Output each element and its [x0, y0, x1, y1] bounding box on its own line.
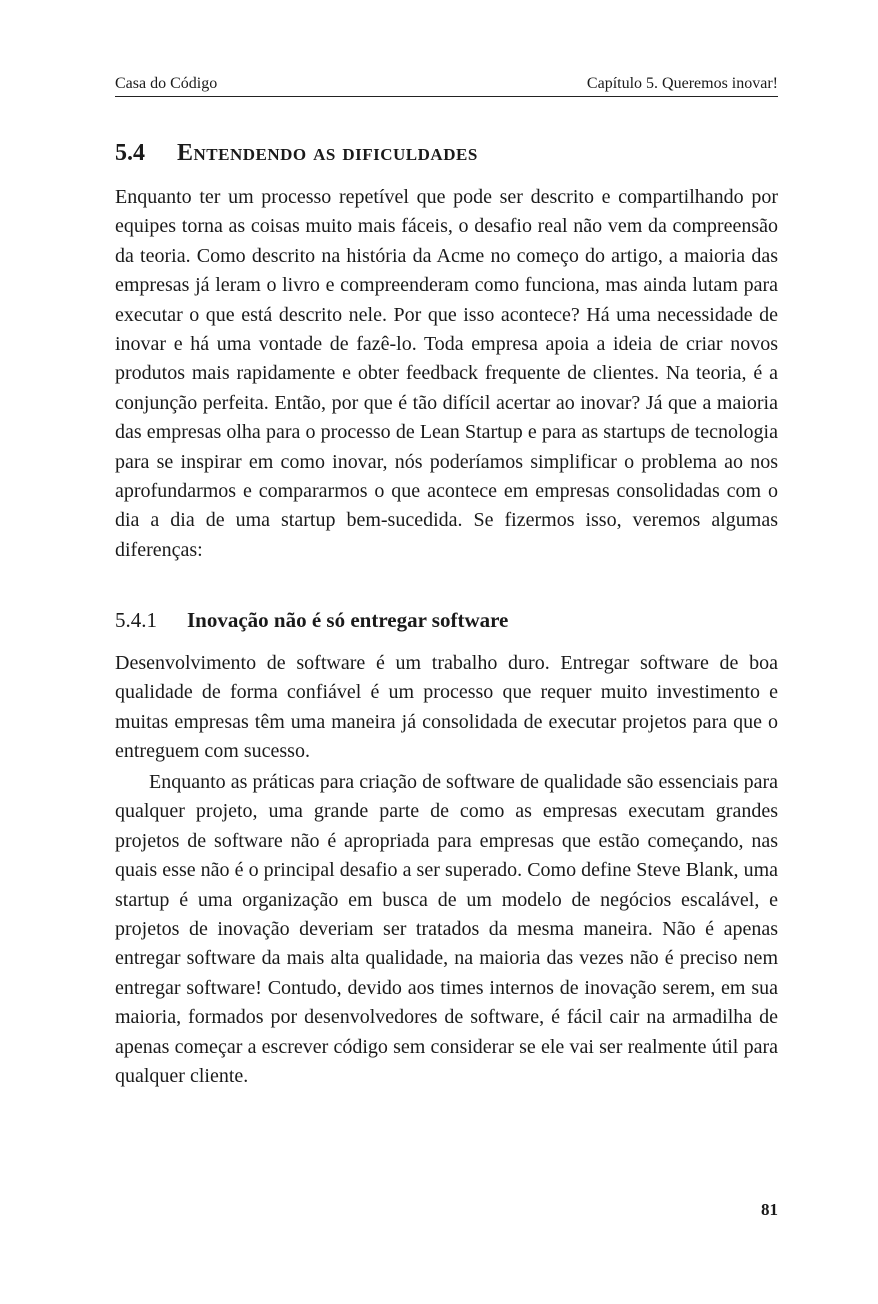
header-chapter-title: Capítulo 5. Queremos inovar! [586, 75, 778, 92]
page-number: 81 [761, 1200, 778, 1219]
section-heading [115, 136, 478, 170]
paragraph: Enquanto as práticas para criação de software de qualidade são essenciais para qualquer projeto, uma grande parte de como as empresas executam grandes projetos de software não é apropriada para empresas que estão começando, nas quais esse não é o principal desafio a ser superado. Como define Steve Blank, uma startup é uma organização em busca de um modelo de negócios escalável, e projetos de inovação deveriam ser tratados da mesma maneira. Não é apenas entregar software da mais alta qualidade, na maioria das vezes não é preciso nem entregar software! Contudo, devido aos times internos de inovação serem, em sua maioria, formados por desenvolvedores de software, é fácil cair na armadilha de apenas começar a escrever código sem considerar se ele vai ser realmente útil para qualquer cliente. [115, 771, 778, 1088]
paragraph: Enquanto ter um processo repetível que pode ser descrito e compartilhando por equipes torna as coisas muito mais fáceis, o desafio real não vem da compreensão da teoria. Como descrito na história da Acme no começo do artigo, a maioria das empresas já leram o livro e compreenderam como funciona, mas ainda lutam para executar o que está descrito nele. Por que isso acontece? Há uma necessidade de inovar e há uma vontade de fazê-lo. Toda empresa apoia a ideia de criar novos produtos mais rapidamente e obter feedback frequente de clientes. Na teoria, é a conjunção perfeita. Então, por que é tão difícil acertar ao inovar? Já que a maioria das empresas olha para o processo de Lean Startup e para as startups de tecnologia para se inspirar em como inovar, nós poderíamos simplificar o problema ao nos aprofundarmos e compararmos o que acontece em empresas consolidadas com o dia a dia de uma startup bem-sucedida. Se fizermos isso, veremos algumas diferenças: [115, 186, 778, 561]
running-header [115, 74, 778, 97]
subsection-heading [115, 604, 508, 636]
subsection-title: Inovação não é só entregar software [187, 608, 509, 632]
header-book-title: Casa do Código [115, 75, 218, 92]
subsection-number: 5.4.1 [115, 608, 157, 632]
section-title: Entendendo as dificuldades [177, 140, 478, 166]
paragraph: Desenvolvimento de software é um trabalho duro. Entregar software de boa qualidade de forma confiável é um processo que requer muito investimento e muitas empresas têm uma maneira já consolidada de executar projetos para que o entreguem com sucesso. [115, 652, 778, 763]
section-number: 5.4 [115, 140, 145, 166]
